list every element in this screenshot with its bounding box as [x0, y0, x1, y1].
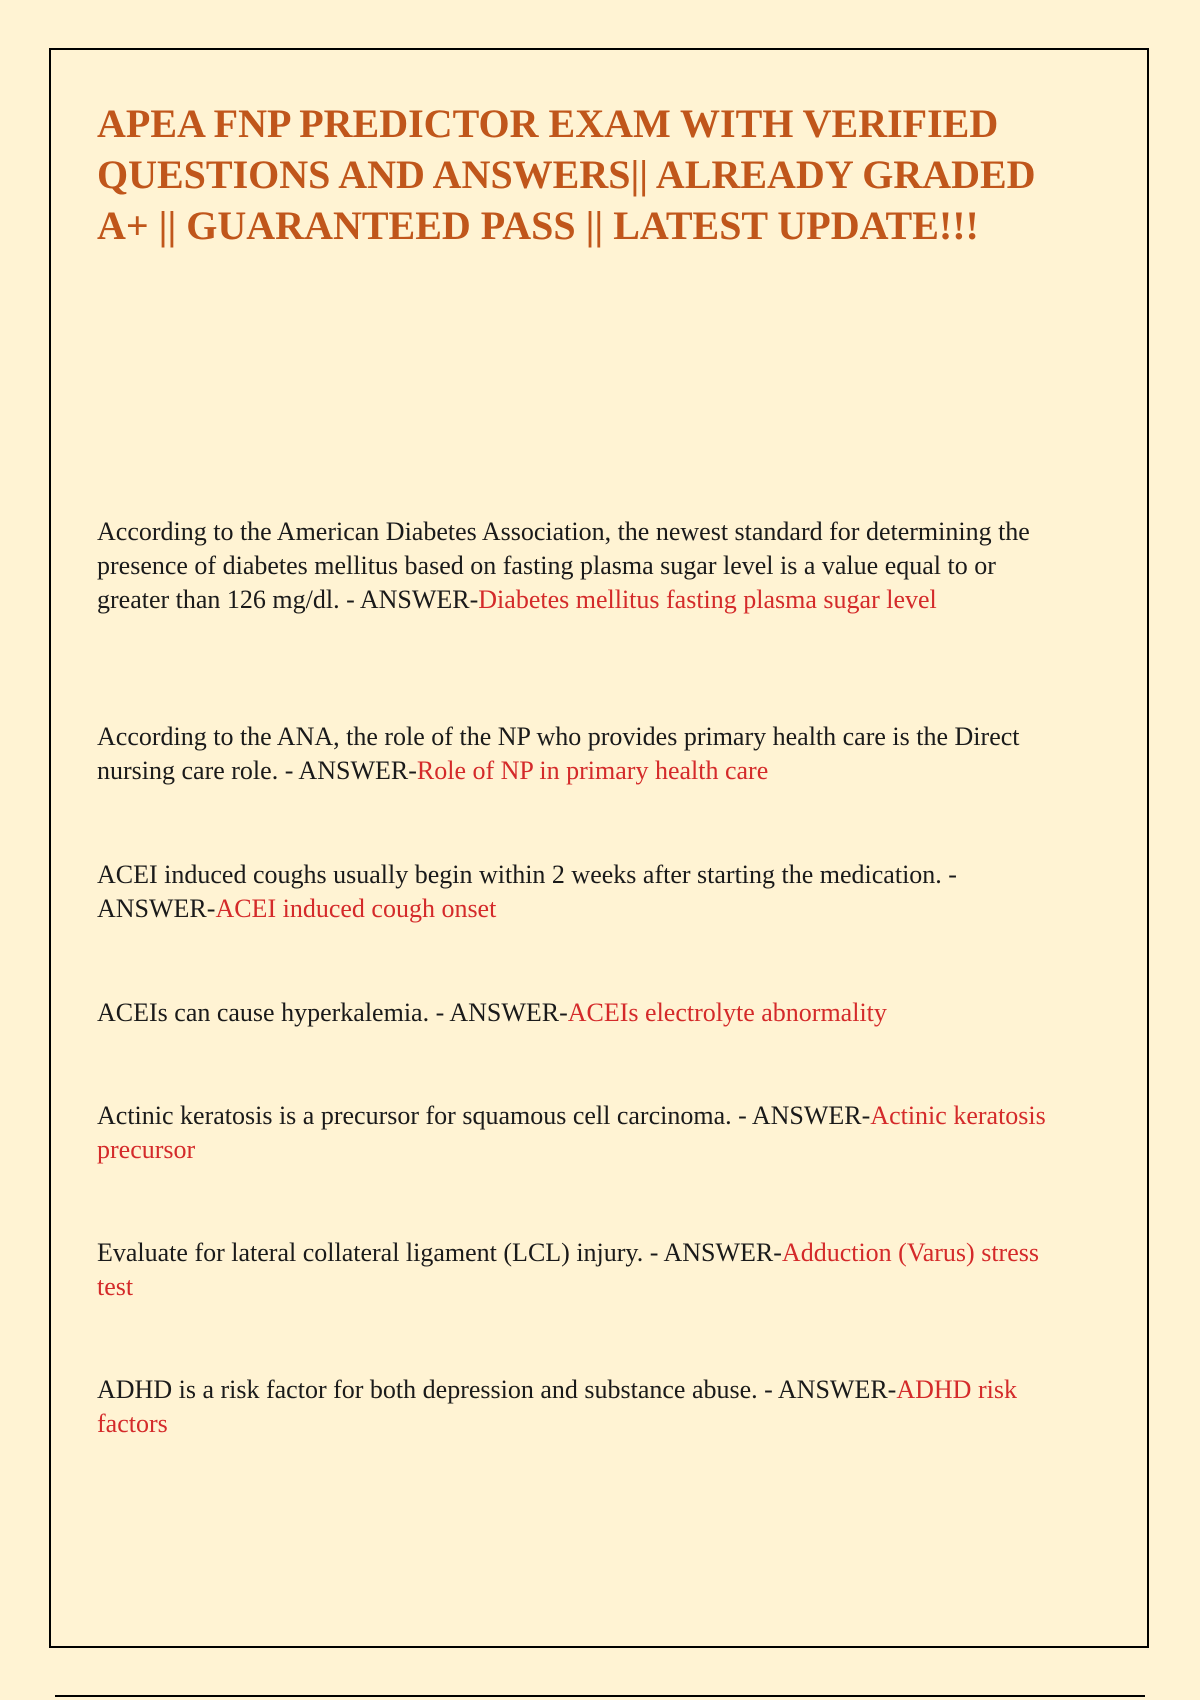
qa-item — [97, 996, 1057, 1030]
qa-item — [97, 1373, 1057, 1441]
answer-marker: - ANSWER- — [429, 998, 568, 1027]
qa-item — [97, 858, 1057, 926]
question-text: Evaluate for lateral collateral ligament (LCL) injury. — [97, 1238, 644, 1267]
answer-text: ADHD risk factors — [97, 1375, 1017, 1438]
answer-text: Actinic keratosis precursor — [97, 1101, 1046, 1164]
answer-text: Adduction (Varus) stress test — [97, 1238, 1039, 1301]
next-page-border — [55, 1695, 1145, 1697]
answer-marker: - ANSWER- — [278, 756, 417, 785]
qa-item — [97, 1236, 1057, 1304]
answer-text: Role of NP in primary health care — [416, 756, 769, 785]
answer-marker: - ANSWER- — [339, 585, 479, 614]
question-text: According to the ANA, the role of the NP who provides primary health care is the Direct nursing care role. — [97, 722, 1020, 785]
question-text: ADHD is a risk factor for both depression and substance abuse. — [97, 1375, 758, 1404]
document-title: APEA FNP PREDICTOR EXAM WITH VERIFIED QUESTIONS AND ANSWERS|| ALREADY GRADED A+ || GUARANTEED PASS || LATEST UPDATE!!! — [97, 101, 1036, 248]
answer-marker: - ANSWER- — [757, 1375, 897, 1404]
answer-text: ACEIs electrolyte abnormality — [567, 998, 887, 1027]
question-text: ACEIs can cause hyperkalemia. — [97, 998, 430, 1027]
answer-marker: - ANSWER- — [731, 1101, 871, 1130]
qa-item — [97, 1099, 1057, 1167]
answer-marker: - ANSWER- — [643, 1238, 782, 1267]
answer-text: Diabetes mellitus fasting plasma sugar level — [478, 585, 937, 614]
qa-item — [97, 515, 1057, 617]
question-text: According to the American Diabetes Association, the newest standard for determining the presence of diabetes mellitus based on fasting plasma sugar level is a value equal to or greater than 126 mg/dl. — [97, 517, 1030, 614]
question-text: ACEI induced coughs usually begin within 2 weeks after starting the medication. — [97, 860, 942, 889]
answer-text: ACEI induced cough onset — [215, 894, 497, 923]
qa-item — [97, 720, 1057, 788]
answer-marker: - ANSWER- — [97, 860, 957, 923]
question-text: Actinic keratosis is a precursor for squamous cell carcinoma. — [97, 1101, 732, 1130]
